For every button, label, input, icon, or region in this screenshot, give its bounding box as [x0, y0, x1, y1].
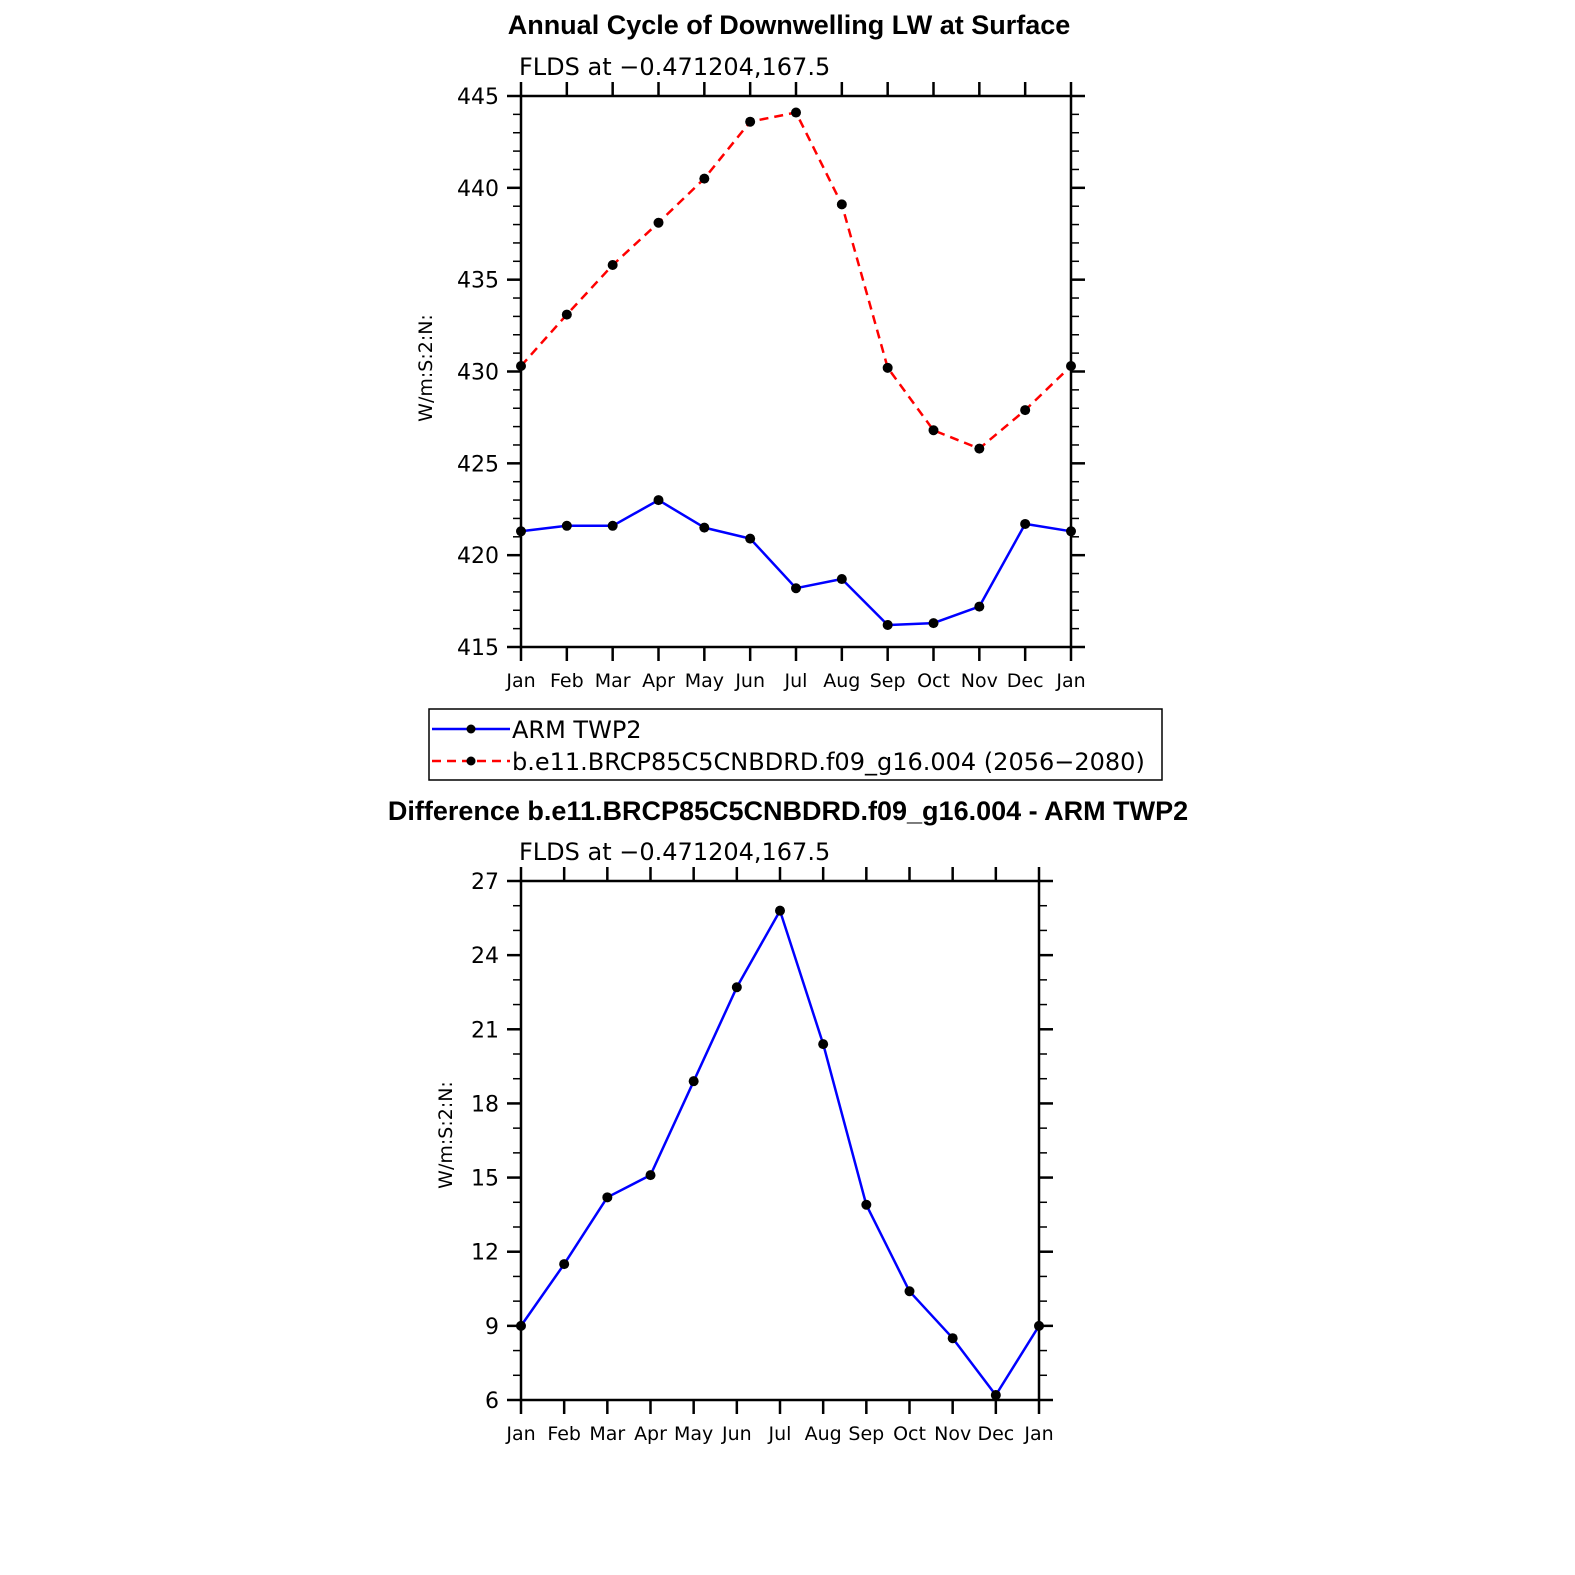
y-tick-label: 425	[457, 452, 499, 478]
x-tick-label: Feb	[547, 1423, 581, 1445]
x-tick-label: Oct	[893, 1423, 926, 1445]
x-tick-label: May	[684, 670, 724, 692]
chart-difference	[388, 796, 1188, 1445]
x-tick-label: Jan	[506, 670, 536, 692]
legend-label-arm-twp2: ARM TWP2	[512, 716, 642, 744]
x-tick-label: Jan	[1024, 1423, 1054, 1445]
data-point	[745, 117, 755, 127]
chart-subtitle: FLDS at −0.471204,167.5	[519, 53, 831, 81]
x-tick-label: Dec	[977, 1423, 1015, 1445]
y-tick-label: 12	[471, 1240, 499, 1266]
axes	[471, 867, 1054, 1445]
x-tick-label: Nov	[960, 670, 998, 692]
data-point	[991, 1390, 1001, 1400]
data-point	[929, 425, 939, 435]
chart-title: Annual Cycle of Downwelling LW at Surface	[507, 10, 1071, 40]
data-point	[745, 534, 755, 544]
data-point	[654, 495, 664, 505]
legend	[429, 709, 1162, 780]
data-point	[861, 1200, 871, 1210]
y-tick-label: 9	[485, 1314, 499, 1340]
legend-marker-model	[467, 757, 476, 766]
series-line-0	[521, 500, 1071, 625]
data-point	[948, 1333, 958, 1343]
x-tick-label: Jun	[721, 1423, 752, 1445]
data-point	[1020, 405, 1030, 415]
y-tick-label: 440	[457, 176, 499, 202]
x-tick-label: Aug	[823, 670, 861, 692]
y-tick-label: 18	[471, 1092, 499, 1118]
x-tick-label: Dec	[1006, 670, 1044, 692]
data-point	[929, 618, 939, 628]
data-point	[699, 523, 709, 533]
data-point	[1066, 526, 1076, 536]
data-point	[791, 108, 801, 118]
data-point	[791, 583, 801, 593]
x-tick-label: Oct	[917, 670, 950, 692]
y-tick-label: 435	[457, 268, 499, 294]
y-tick-label: 420	[457, 544, 499, 570]
y-tick-label: 24	[471, 944, 499, 970]
x-tick-label: May	[674, 1423, 714, 1445]
data-point	[883, 620, 893, 630]
y-tick-label: 15	[471, 1166, 499, 1192]
x-tick-label: Mar	[589, 1423, 626, 1445]
series-layer	[516, 108, 1076, 630]
data-point	[883, 363, 893, 373]
plot-frame	[521, 96, 1071, 647]
data-point	[559, 1259, 569, 1269]
plot-frame	[521, 881, 1039, 1400]
x-tick-label: Jun	[735, 670, 766, 692]
data-point	[732, 982, 742, 992]
x-tick-label: Feb	[550, 670, 584, 692]
data-point	[602, 1192, 612, 1202]
y-axis-label: W/m:S:2:N:	[415, 314, 437, 422]
x-tick-label: Jul	[768, 1423, 792, 1445]
data-point	[837, 199, 847, 209]
data-point	[837, 574, 847, 584]
data-point	[689, 1076, 699, 1086]
data-point	[646, 1170, 656, 1180]
y-tick-label: 6	[485, 1389, 499, 1414]
data-point	[905, 1286, 915, 1296]
data-point	[974, 444, 984, 454]
data-point	[516, 361, 526, 371]
data-point	[818, 1039, 828, 1049]
data-point	[775, 906, 785, 916]
data-point	[699, 174, 709, 184]
chart-subtitle: FLDS at −0.471204,167.5	[519, 838, 831, 866]
data-point	[1020, 519, 1030, 529]
y-tick-label: 21	[471, 1018, 499, 1044]
legend-marker-arm-twp2	[467, 725, 476, 734]
y-axis-label: W/m:S:2:N:	[435, 1081, 457, 1189]
legend-label-model: b.e11.BRCP85C5CNBDRD.f09_g16.004 (2056−2080)	[512, 748, 1145, 776]
y-tick-label: 27	[471, 870, 499, 895]
chart-annual-cycle	[415, 10, 1162, 780]
x-tick-label: Nov	[934, 1423, 972, 1445]
chart-title: Difference b.e11.BRCP85C5CNBDRD.f09_g16.004 - ARM TWP2	[387, 796, 1189, 826]
x-tick-label: Jan	[506, 1423, 536, 1445]
series-line-1	[521, 113, 1071, 449]
x-tick-label: Jan	[1056, 670, 1086, 692]
y-tick-label: 445	[457, 85, 499, 110]
x-tick-label: Sep	[869, 670, 906, 692]
x-tick-label: Aug	[804, 1423, 842, 1445]
data-point	[562, 521, 572, 531]
y-tick-label: 415	[457, 636, 499, 661]
data-point	[516, 526, 526, 536]
data-point	[974, 602, 984, 612]
x-tick-label: Mar	[594, 670, 631, 692]
data-point	[516, 1321, 526, 1331]
y-tick-label: 430	[457, 360, 499, 386]
series-line-0	[521, 911, 1039, 1395]
data-point	[1066, 361, 1076, 371]
data-point	[654, 218, 664, 228]
data-point	[608, 260, 618, 270]
x-tick-label: Jul	[784, 670, 808, 692]
series-layer	[516, 906, 1044, 1400]
axes	[457, 82, 1086, 692]
data-point	[608, 521, 618, 531]
data-point	[562, 310, 572, 320]
data-point	[1034, 1321, 1044, 1331]
x-tick-label: Sep	[848, 1423, 885, 1445]
x-tick-label: Apr	[642, 670, 675, 692]
x-tick-label: Apr	[634, 1423, 667, 1445]
